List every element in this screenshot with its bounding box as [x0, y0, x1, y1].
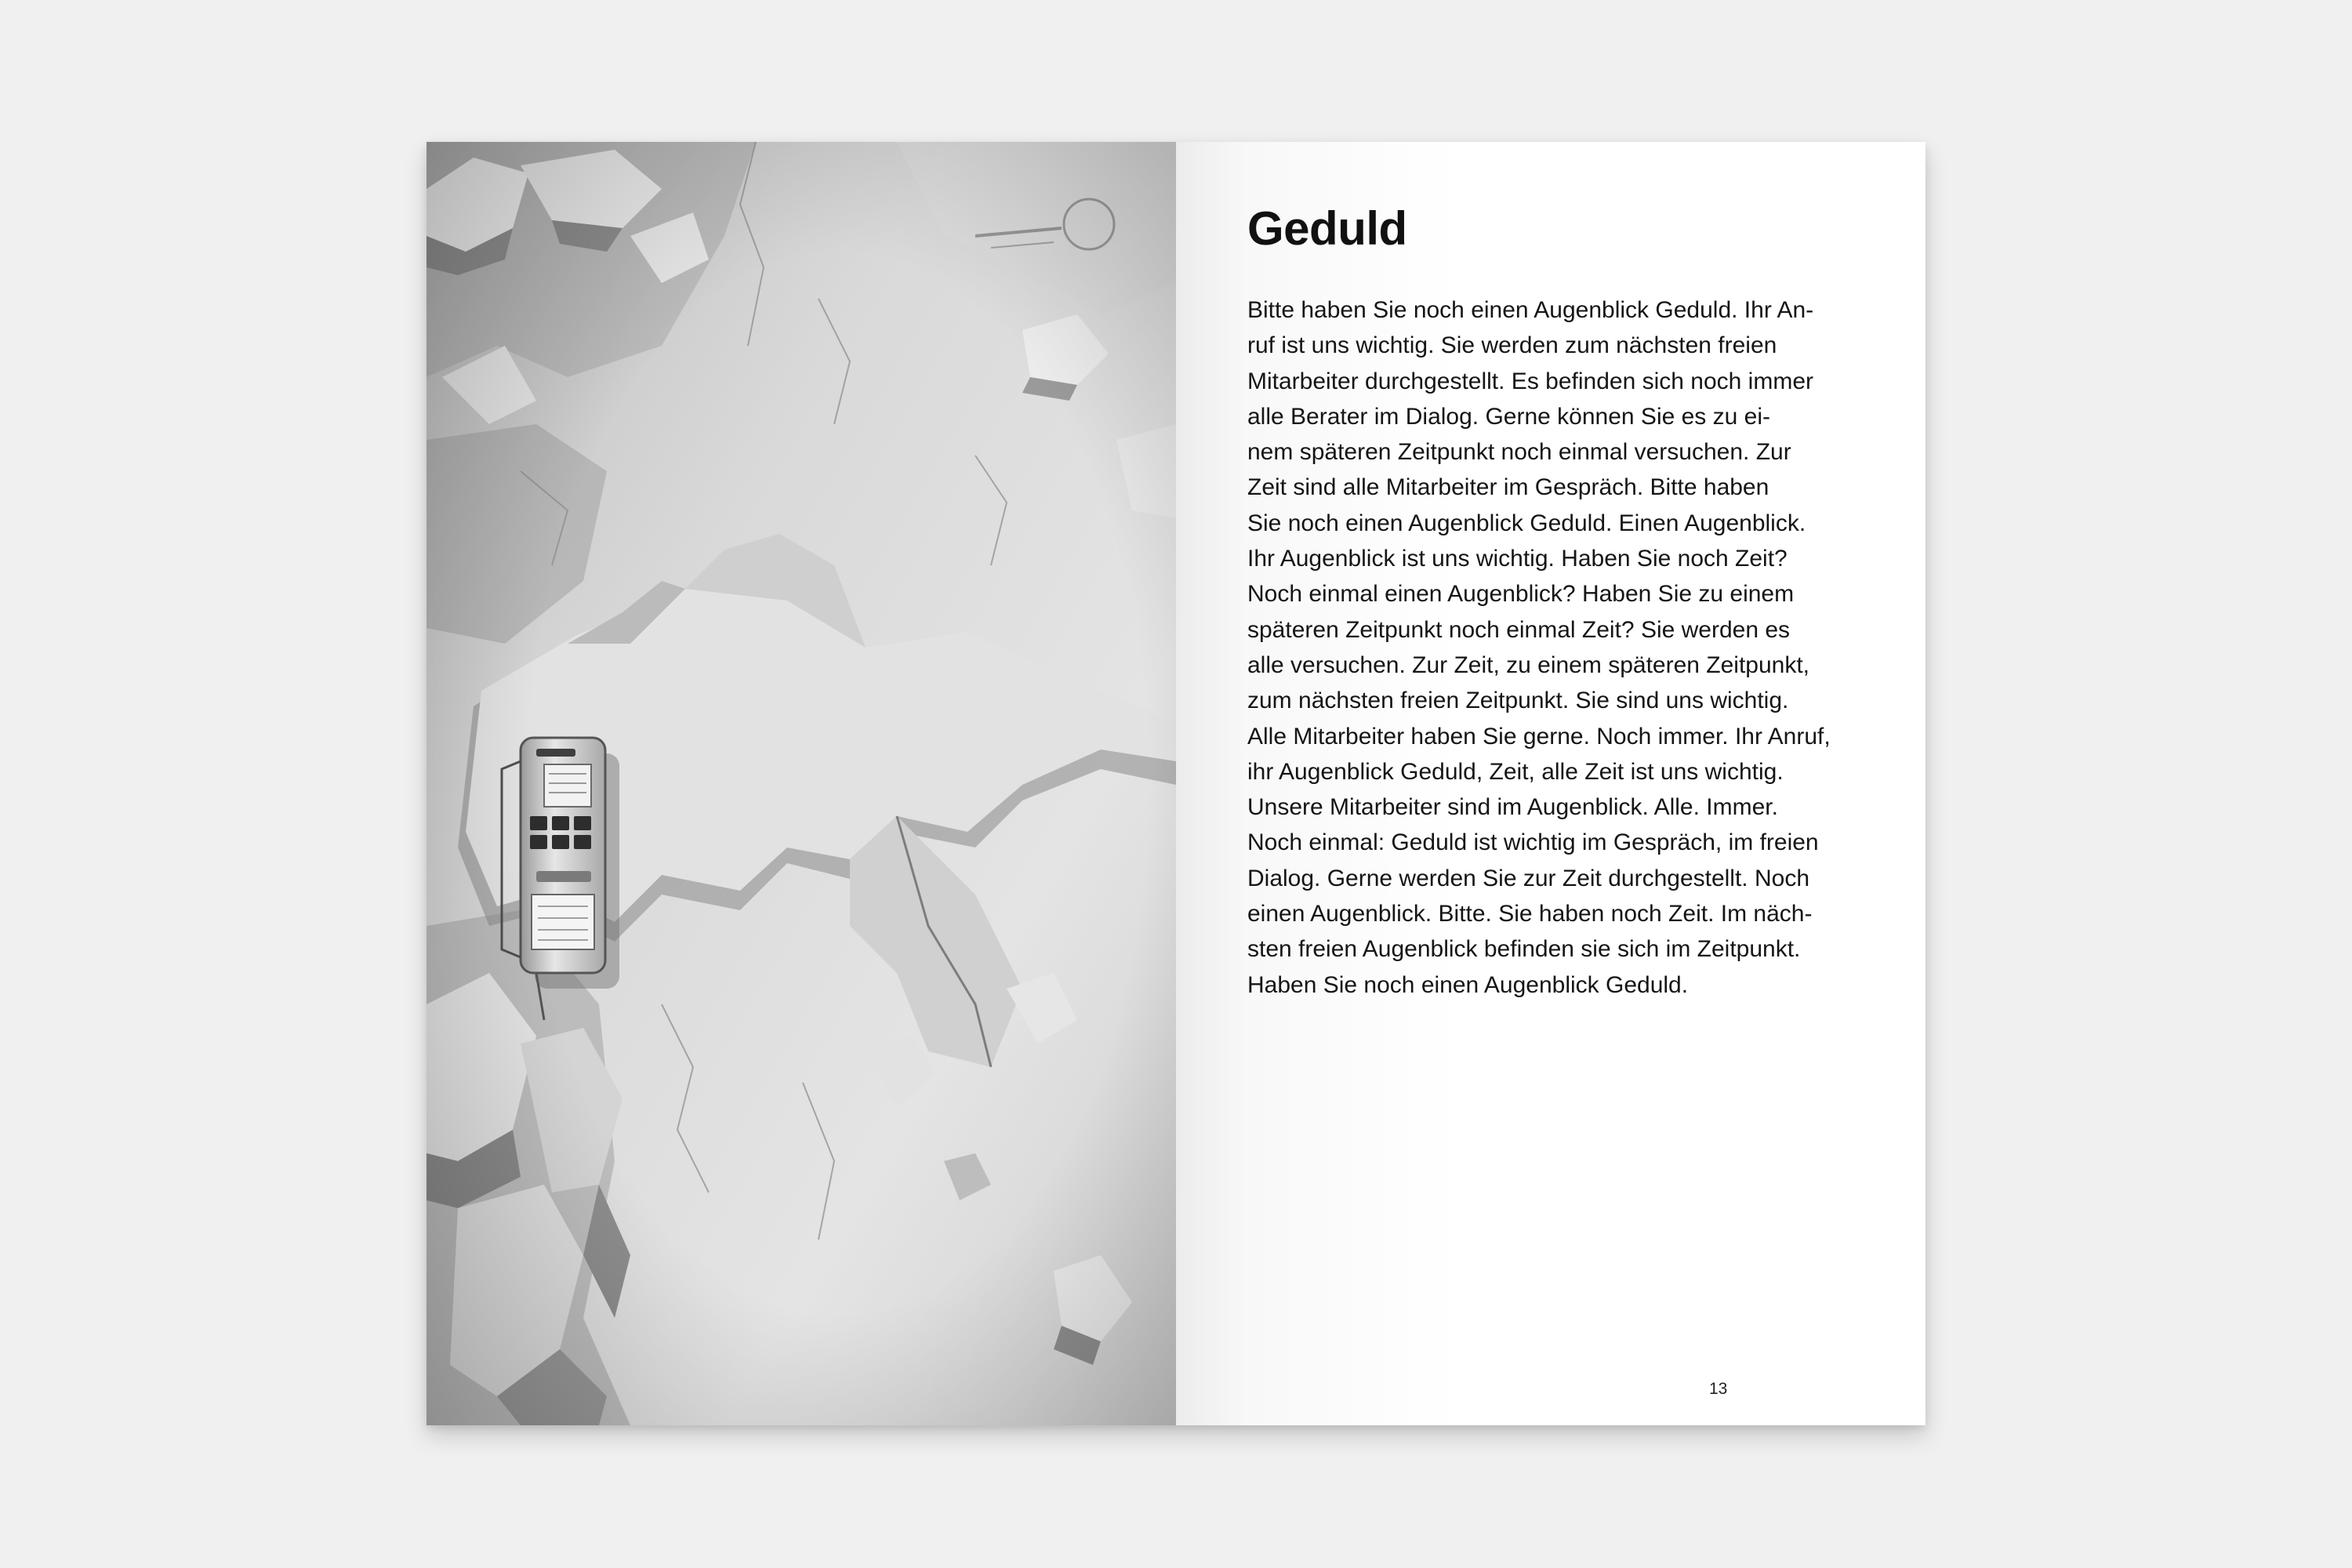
body-line: Mitarbeiter durchgestellt. Es befinden sich noch immer — [1247, 368, 1813, 394]
body-line: Dialog. Gerne werden Sie zur Zeit durchgestellt. Noch — [1247, 865, 1810, 891]
body-text — [1247, 292, 1867, 1003]
body-line: einen Augenblick. Bitte. Sie haben noch Zeit. Im näch- — [1247, 901, 1813, 927]
page-title: Geduld — [1247, 202, 1407, 255]
body-line: alle versuchen. Zur Zeit, zu einem späteren Zeitpunkt, — [1247, 652, 1810, 678]
body-line: Ihr Augenblick ist uns wichtig. Haben Sie noch Zeit? — [1247, 546, 1788, 572]
body-line: Haben Sie noch einen Augenblick Geduld. — [1247, 971, 1689, 998]
body-line: Bitte haben Sie noch einen Augenblick Geduld. Ihr An- — [1247, 297, 1814, 323]
body-line: sten freien Augenblick befinden sie sich im Zeitpunkt. — [1247, 936, 1801, 963]
book-spread — [426, 142, 1926, 1425]
body-line: nem späteren Zeitpunkt noch einmal versuchen. Zur — [1247, 439, 1791, 466]
body-line: Sie noch einen Augenblick Geduld. Einen Augenblick. — [1247, 510, 1806, 536]
page-number: 13 — [1709, 1380, 1728, 1398]
body-line: Noch einmal einen Augenblick? Haben Sie zu einem — [1247, 581, 1795, 608]
body-line: Zeit sind alle Mitarbeiter im Gespräch. Bitte haben — [1247, 474, 1769, 501]
body-line: Unsere Mitarbeiter sind im Augenblick. Alle. Immer. — [1247, 794, 1778, 821]
body-line: Noch einmal: Geduld ist wichtig im Gespräch, im freien — [1247, 829, 1819, 856]
peeling-wall-payphone-photo — [426, 142, 1176, 1425]
body-line: alle Berater im Dialog. Gerne können Sie es zu ei- — [1247, 403, 1771, 430]
text-page — [1176, 142, 1926, 1425]
body-line: ihr Augenblick Geduld, Zeit, alle Zeit ist uns wichtig. — [1247, 758, 1784, 785]
body-line: späteren Zeitpunkt noch einmal Zeit? Sie werden es — [1247, 616, 1791, 643]
body-line: Alle Mitarbeiter haben Sie gerne. Noch immer. Ihr Anruf, — [1247, 723, 1831, 750]
photo-page — [426, 142, 1176, 1425]
body-line: zum nächsten freien Zeitpunkt. Sie sind uns wichtig. — [1247, 688, 1789, 714]
body-line: ruf ist uns wichtig. Sie werden zum nächsten freien — [1247, 332, 1777, 359]
